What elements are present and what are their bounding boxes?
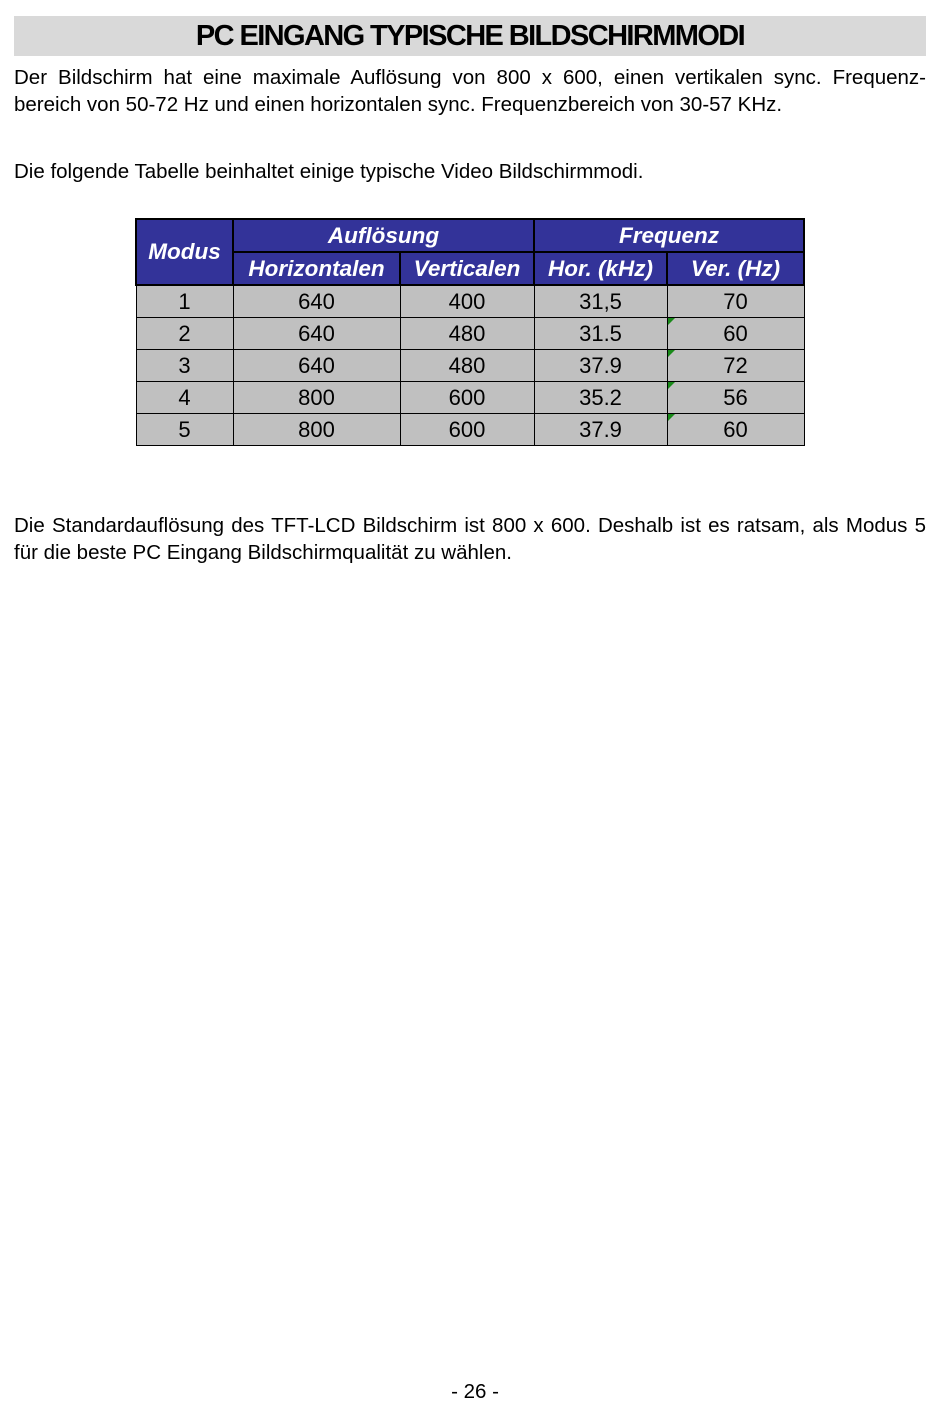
- video-modes-table: [135, 218, 805, 446]
- cell-horizontal: 640: [233, 285, 400, 318]
- cell-vertical: 400: [400, 285, 534, 318]
- cell-modus: 1: [136, 285, 233, 318]
- table-row: [136, 414, 804, 446]
- table-row: [136, 318, 804, 350]
- cell-vertical: 480: [400, 318, 534, 350]
- header-row-sub: [136, 252, 804, 285]
- cell-ver-freq: 70: [667, 285, 804, 318]
- cell-horizontal: 640: [233, 318, 400, 350]
- cell-horizontal: 800: [233, 382, 400, 414]
- cell-vertical: 600: [400, 414, 534, 446]
- cell-hor-freq: 37.9: [534, 350, 667, 382]
- table-intro-paragraph: Die folgende Tabelle beinhaltet einige typische Video Bildschirmmodi.: [14, 160, 644, 183]
- cell-hor-freq: 31,5: [534, 285, 667, 318]
- header-ver-hz: Ver. (Hz): [667, 252, 804, 285]
- page-number: - 26 -: [451, 1380, 499, 1403]
- header-horizontalen: Horizontalen: [233, 252, 400, 285]
- cell-ver-freq: 60: [667, 318, 804, 350]
- cell-modus: 4: [136, 382, 233, 414]
- table-row: [136, 382, 804, 414]
- intro-paragraph: Der Bildschirm hat eine maximale Auflösung von 800 x 600, einen vertikalen sync. Frequenz- bereich von 50-72 Hz und einen horizontalen sync. Frequenzbereich von 30-57 KHz.: [14, 66, 926, 116]
- cell-vertical: 480: [400, 350, 534, 382]
- cell-horizontal: 640: [233, 350, 400, 382]
- table-row: [136, 285, 804, 318]
- cell-hor-freq: 37.9: [534, 414, 667, 446]
- header-row-top: [136, 219, 804, 252]
- conclusion-paragraph: Die Standardauflösung des TFT-LCD Bildschirm ist 800 x 600. Deshalb ist es ratsam, als Modus 5 für die beste PC Eingang Bildschirmqualität zu wählen.: [14, 514, 926, 564]
- header-modus: Modus: [136, 219, 233, 285]
- table-row: [136, 350, 804, 382]
- cell-hor-freq: 35.2: [534, 382, 667, 414]
- header-hor-khz: Hor. (kHz): [534, 252, 667, 285]
- page-title: PC EINGANG TYPISCHE BILDSCHIRMMODI: [195, 19, 745, 52]
- cell-modus: 2: [136, 318, 233, 350]
- cell-modus: 5: [136, 414, 233, 446]
- cell-ver-freq: 72: [667, 350, 804, 382]
- cell-vertical: 600: [400, 382, 534, 414]
- cell-modus: 3: [136, 350, 233, 382]
- cell-horizontal: 800: [233, 414, 400, 446]
- header-verticalen: Verticalen: [400, 252, 534, 285]
- cell-ver-freq: 56: [667, 382, 804, 414]
- cell-ver-freq: 60: [667, 414, 804, 446]
- title-bar: [14, 16, 926, 56]
- header-frequenz: Frequenz: [534, 219, 804, 252]
- cell-hor-freq: 31.5: [534, 318, 667, 350]
- header-aufloesung: Auflösung: [233, 219, 534, 252]
